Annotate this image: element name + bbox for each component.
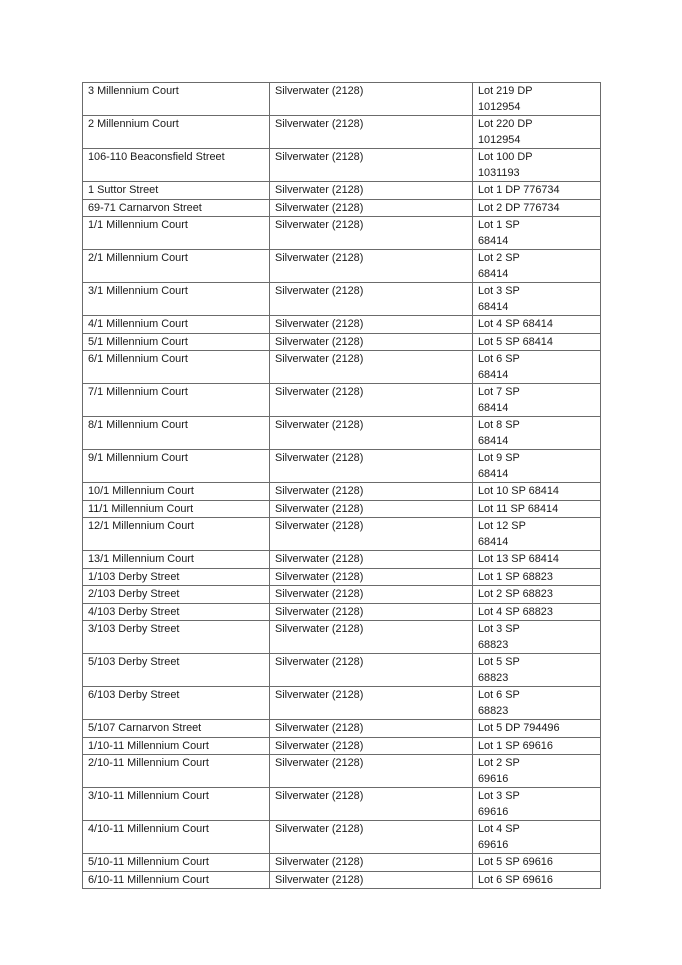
suburb-cell: Silverwater (2128) [270,450,473,483]
address-cell: 4/103 Derby Street [83,603,270,621]
table-row [83,720,601,738]
lot-line: Lot 10 SP 68414 [478,485,559,497]
address-cell: 4/1 Millennium Court [83,316,270,334]
table-row [83,788,601,821]
lot-cell [473,116,601,149]
lot-cell [473,450,601,483]
lot-cell [473,199,601,217]
table-row [83,483,601,501]
suburb-cell: Silverwater (2128) [270,483,473,501]
address-cell: 5/1 Millennium Court [83,333,270,351]
lot-cell [473,483,601,501]
lot-cell [473,351,601,384]
lot-line: 68414 [478,434,509,447]
property-lots-table [82,82,601,889]
suburb-cell: Silverwater (2128) [270,621,473,654]
table-row [83,116,601,149]
address-cell: 5/10-11 Millennium Court [83,854,270,872]
lot-line: Lot 2 SP 68823 [478,588,553,600]
lot-cell [473,283,601,316]
lot-line: Lot 1 DP 776734 [478,184,560,196]
lot-cell [473,586,601,604]
address-cell: 9/1 Millennium Court [83,450,270,483]
address-cell: 5/103 Derby Street [83,654,270,687]
address-cell: 2 Millennium Court [83,116,270,149]
suburb-cell: Silverwater (2128) [270,603,473,621]
address-cell: 69-71 Carnarvon Street [83,199,270,217]
suburb-cell: Silverwater (2128) [270,83,473,116]
lot-line: Lot 2 DP 776734 [478,201,560,214]
table-row [83,603,601,621]
address-cell: 1/103 Derby Street [83,568,270,586]
suburb-cell: Silverwater (2128) [270,116,473,149]
lot-cell [473,871,601,889]
address-cell: 1 Suttor Street [83,182,270,200]
lot-line: 1012954 [478,133,521,146]
address-cell: 5/107 Carnarvon Street [83,720,270,738]
lot-cell [473,654,601,687]
address-cell: 3/1 Millennium Court [83,283,270,316]
lot-line: Lot 4 SP 68414 [478,318,553,330]
table-row [83,518,601,551]
lot-cell [473,83,601,116]
table-row [83,199,601,217]
table-row [83,551,601,569]
lot-line: Lot 1 SP [478,219,520,231]
address-cell: 106-110 Beaconsfield Street [83,149,270,182]
table-row [83,654,601,687]
lot-cell [473,149,601,182]
lot-line: 68414 [478,535,509,548]
lot-cell [473,551,601,569]
table-row [83,217,601,250]
suburb-cell: Silverwater (2128) [270,568,473,586]
lot-line: Lot 11 SP 68414 [478,502,559,515]
suburb-cell: Silverwater (2128) [270,199,473,217]
address-cell: 12/1 Millennium Court [83,518,270,551]
lot-line: Lot 9 SP [478,452,520,464]
lot-line: 69616 [478,805,509,818]
address-cell: 3/10-11 Millennium Court [83,788,270,821]
address-cell: 1/10-11 Millennium Court [83,737,270,755]
lot-line: Lot 3 SP [478,790,520,802]
address-cell: 3 Millennium Court [83,83,270,116]
suburb-cell: Silverwater (2128) [270,384,473,417]
lot-cell [473,755,601,788]
table-row [83,417,601,450]
lot-line: Lot 6 SP 69616 [478,873,553,886]
suburb-cell: Silverwater (2128) [270,182,473,200]
address-cell: 2/10-11 Millennium Court [83,755,270,788]
suburb-cell: Silverwater (2128) [270,518,473,551]
lot-line: Lot 7 SP [478,386,520,398]
lot-cell [473,217,601,250]
lot-cell [473,250,601,283]
suburb-cell: Silverwater (2128) [270,500,473,518]
lot-line: Lot 3 SP [478,285,520,297]
lot-line: 68823 [478,638,509,651]
address-cell: 4/10-11 Millennium Court [83,821,270,854]
lot-line: Lot 1 SP 69616 [478,739,553,752]
lot-line: Lot 2 SP [478,757,520,769]
lot-line: Lot 6 SP [478,353,520,365]
lot-line: Lot 13 SP 68414 [478,553,559,565]
lot-cell [473,621,601,654]
lot-cell [473,854,601,872]
lot-line: 68414 [478,467,509,480]
lot-line: 68823 [478,704,509,717]
table-row [83,500,601,518]
lot-line: Lot 100 DP [478,151,533,163]
suburb-cell: Silverwater (2128) [270,351,473,384]
lot-line: 69616 [478,838,509,851]
suburb-cell: Silverwater (2128) [270,586,473,604]
lot-cell [473,500,601,518]
table-row [83,737,601,755]
table-row [83,351,601,384]
lot-line: Lot 5 SP 68414 [478,335,553,348]
lot-line: 68414 [478,401,509,414]
lot-line: Lot 219 DP [478,85,533,97]
address-cell: 6/103 Derby Street [83,687,270,720]
suburb-cell: Silverwater (2128) [270,821,473,854]
lot-cell [473,316,601,334]
address-cell: 3/103 Derby Street [83,621,270,654]
table-row [83,755,601,788]
suburb-cell: Silverwater (2128) [270,871,473,889]
table-body [83,83,601,889]
lot-line: 68414 [478,300,509,313]
suburb-cell: Silverwater (2128) [270,854,473,872]
lot-line: 68414 [478,368,509,381]
table-row [83,854,601,872]
lot-cell [473,417,601,450]
address-cell: 10/1 Millennium Court [83,483,270,501]
address-cell: 2/103 Derby Street [83,586,270,604]
lot-line: Lot 5 SP [478,656,520,668]
table-row [83,568,601,586]
lot-line: 68414 [478,234,509,247]
lot-line: Lot 5 DP 794496 [478,722,560,734]
lot-line: Lot 12 SP [478,520,526,532]
table-row [83,384,601,417]
lot-line: 1012954 [478,100,521,113]
table-row [83,283,601,316]
lot-cell [473,182,601,200]
lot-line: Lot 3 SP [478,623,520,635]
lot-cell [473,603,601,621]
suburb-cell: Silverwater (2128) [270,737,473,755]
lot-cell [473,687,601,720]
address-cell: 1/1 Millennium Court [83,217,270,250]
lot-line: Lot 8 SP [478,419,520,431]
table-row [83,149,601,182]
lot-cell [473,821,601,854]
suburb-cell: Silverwater (2128) [270,551,473,569]
suburb-cell: Silverwater (2128) [270,333,473,351]
table-row [83,83,601,116]
lot-line: 1031193 [478,166,520,179]
table-row [83,316,601,334]
address-cell: 13/1 Millennium Court [83,551,270,569]
address-cell: 6/10-11 Millennium Court [83,871,270,889]
table-row [83,871,601,889]
table-row [83,250,601,283]
lot-line: Lot 4 SP [478,823,520,835]
address-cell: 2/1 Millennium Court [83,250,270,283]
table-row [83,687,601,720]
suburb-cell: Silverwater (2128) [270,316,473,334]
table-row [83,621,601,654]
suburb-cell: Silverwater (2128) [270,654,473,687]
lot-line: Lot 4 SP 68823 [478,605,553,618]
lot-cell [473,737,601,755]
lot-line: Lot 6 SP [478,689,520,701]
address-cell: 7/1 Millennium Court [83,384,270,417]
lot-line: 69616 [478,772,509,785]
suburb-cell: Silverwater (2128) [270,250,473,283]
lot-line: Lot 1 SP 68823 [478,570,553,583]
lot-cell [473,384,601,417]
lot-line: 68414 [478,267,509,280]
table-row [83,586,601,604]
lot-line: 68823 [478,671,509,684]
lot-cell [473,333,601,351]
lot-cell [473,568,601,586]
suburb-cell: Silverwater (2128) [270,283,473,316]
suburb-cell: Silverwater (2128) [270,417,473,450]
suburb-cell: Silverwater (2128) [270,687,473,720]
lot-cell [473,720,601,738]
address-cell: 6/1 Millennium Court [83,351,270,384]
lot-line: Lot 220 DP [478,118,533,130]
lot-cell [473,518,601,551]
lot-line: Lot 2 SP [478,252,520,264]
table-row [83,450,601,483]
suburb-cell: Silverwater (2128) [270,720,473,738]
lot-line: Lot 5 SP 69616 [478,856,553,868]
address-cell: 8/1 Millennium Court [83,417,270,450]
lot-cell [473,788,601,821]
suburb-cell: Silverwater (2128) [270,755,473,788]
table-row [83,182,601,200]
table-row [83,821,601,854]
suburb-cell: Silverwater (2128) [270,149,473,182]
table-row [83,333,601,351]
suburb-cell: Silverwater (2128) [270,788,473,821]
address-cell: 11/1 Millennium Court [83,500,270,518]
suburb-cell: Silverwater (2128) [270,217,473,250]
